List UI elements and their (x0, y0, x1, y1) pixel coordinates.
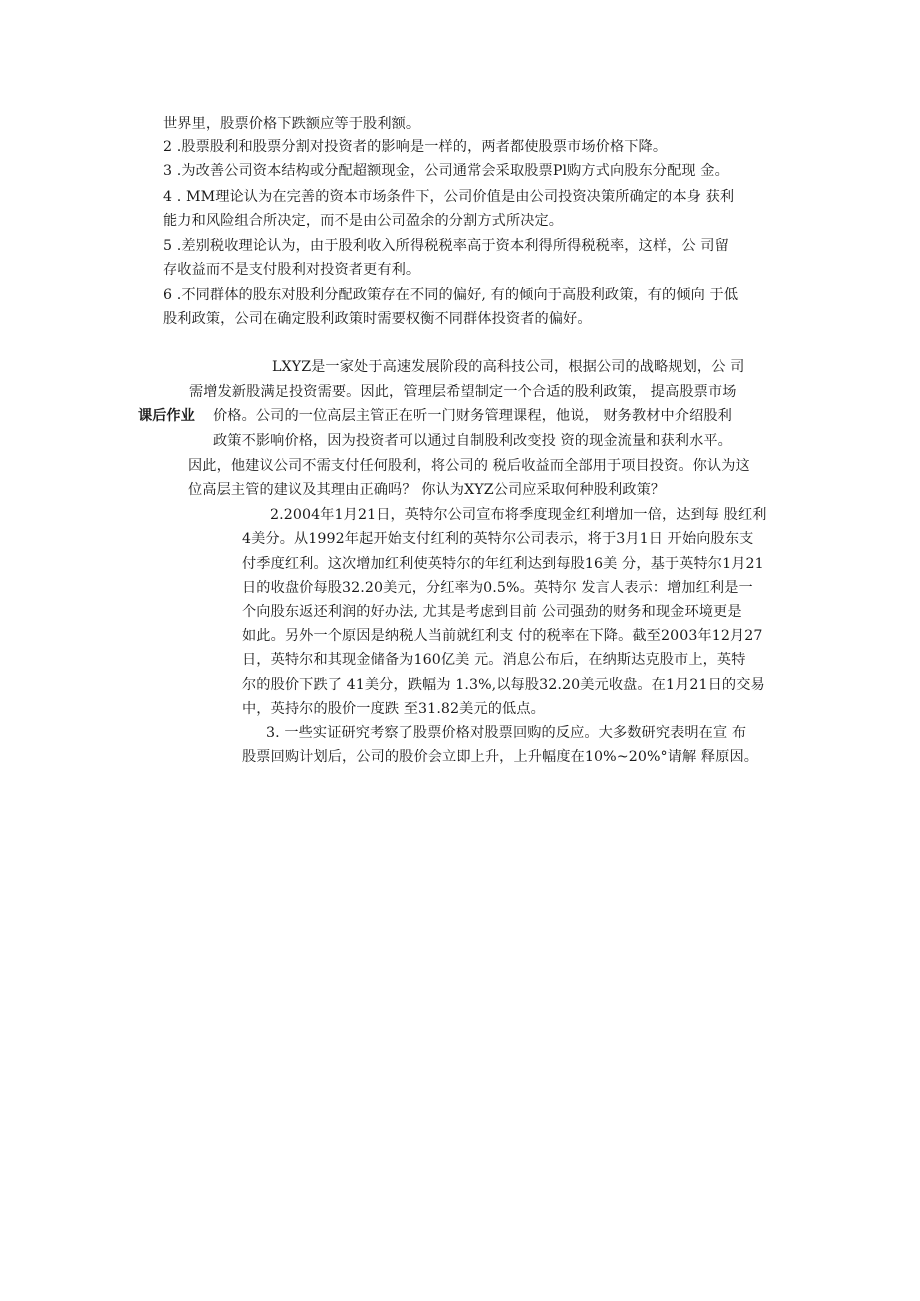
statement-6-cont: 股利政策，公司在确定股利政策时需要权衡不同群体投资者的偏好。 (163, 311, 592, 327)
q3-line: 3. 一些实证研究考察了股票价格对股票回购的反应。大多数研究表明在宣 布 (266, 725, 747, 741)
statement-5-cont: 存收益而不是支付股利对投资者更有利。 (163, 262, 421, 278)
statement-5: 5 .差别税收理论认为，由于股利收入所得税税率高于资本利得所得税税率，这样，公 司留 (163, 238, 729, 254)
statement-4-cont: 能力和风险组合所决定，而不是由公司盈余的分割方式所决定。 (163, 213, 564, 229)
q2-line: 尔的股价下跌了 41美分，跌幅为 1.3%,以每股32.20美元收盘。在1月21日的交易 (242, 677, 765, 693)
q2-line: 个向股东返还利润的好办法, 尤其是考虑到目前 公司强劲的财务和现金环境更是 (242, 604, 742, 620)
q1-line: 位高层主管的建议及其理由正确吗？ 你认为XYZ公司应采取何种股利政策？ (188, 482, 666, 498)
homework-label: 课后作业 (138, 408, 195, 424)
q1-line: 政策不影响价格，因为投资者可以通过自制股利改变投 资的现金流量和获利水平。 (213, 433, 732, 449)
q2-line: 日的收盘价每股32.20美元，分红率为0.5%。英特尔 发言人表示：增加红利是一 (242, 580, 753, 596)
q3-line: 股票回购计划后，公司的股价会立即上升，上升幅度在10%~20%°请解 释原因。 (242, 749, 759, 765)
q2-line: 如此。另外一个原因是纳税人当前就红利支 付的税率在下降。截至2003年12月27 (242, 628, 763, 644)
q2-line: 付季度红利。这次增加红利使英特尔的年红利达到每股16美 分，基于英特尔1月21 (242, 556, 764, 572)
statement-4: 4 . MM理论认为在完善的资本市场条件下，公司价值是由公司投资决策所确定的本身 获利 (163, 189, 735, 205)
q1-line: 需增发新股满足投资需要。因此，管理层希望制定一个合适的股利政策， 提高股票市场 (189, 384, 737, 400)
q2-line: 日，英特尔和其现金储备为160亿美 元。消息公布后，在纳斯达克股市上，英特 (242, 652, 746, 668)
q2-line: 4美分。从1992年起开始支付红利的英特尔公司表示，将于3月1日 开始向股东支 (242, 531, 754, 547)
text-line: 世界里，股票价格下跌额应等于股利额。 (163, 116, 421, 132)
statement-2: 2 .股票股利和股票分割对投资者的影响是一样的，两者都使股票市场价格下降。 (163, 139, 668, 155)
q1-line: 价格。公司的一位高层主管正在听一门财务管理课程，他说， 财务教材中介绍股利 (213, 408, 732, 424)
q1-line: 因此，他建议公司不需支付任何股利，将公司的 税后收益而全部用于项目投资。你认为这 (188, 458, 750, 474)
q2-line: 中，英持尔的股价一度跌 至31.82美元的低点。 (242, 701, 545, 717)
q2-line: 2.2004年1月21日，英特尔公司宣布将季度现金红利增加一倍，达到每 股红利 (270, 507, 767, 523)
q1-line: LXYZ是一家处于高速发展阶段的高科技公司，根据公司的战略规划，公 司 (272, 359, 745, 375)
statement-3: 3 .为改善公司资本结构或分配超额现金，公司通常会采取股票Pl购方式向股东分配现 金。 (163, 163, 729, 179)
statement-6: 6 .不同群体的股东对股利分配政策存在不同的偏好, 有的倾向于高股利政策，有的倾向 于低 (163, 287, 739, 303)
